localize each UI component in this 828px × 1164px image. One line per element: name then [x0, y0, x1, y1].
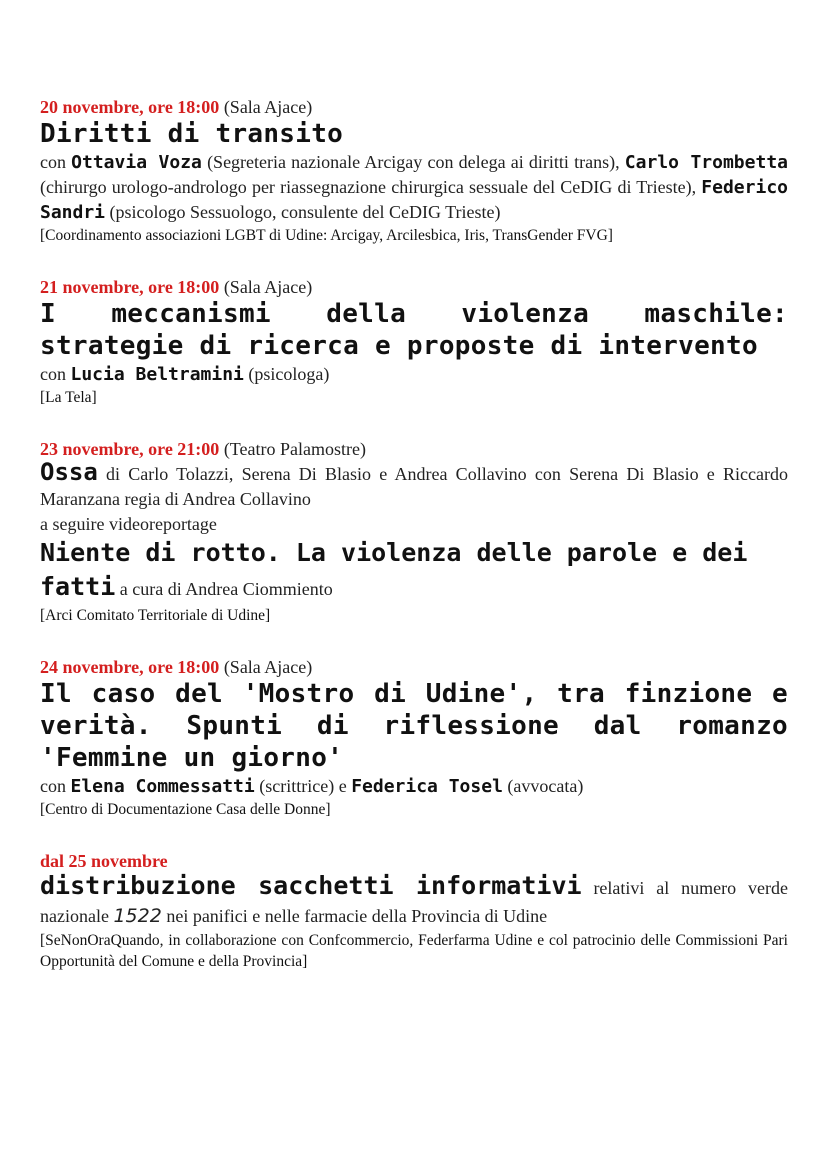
- text: (avvocata): [502, 776, 584, 796]
- text: nei panifici e nelle farmacie della Provincia di Udine: [161, 906, 548, 926]
- event-header: [40, 276, 788, 298]
- text: (Segreteria nazionale Arcigay con delega ai diritti trans),: [201, 152, 625, 172]
- event-date: 24 novembre, ore 18:00: [40, 657, 220, 677]
- speaker-name: Federico Sandri: [40, 177, 788, 223]
- event-organizer: [Arci Comitato Territoriale di Udine]: [40, 607, 271, 624]
- text: con: [40, 152, 72, 172]
- event-video: [40, 537, 788, 605]
- event-venue: (Sala Ajace): [223, 657, 313, 677]
- speaker-name: Lucia Beltramini: [70, 364, 244, 385]
- event-description: [40, 774, 788, 799]
- event-organizer: [La Tela]: [40, 389, 97, 406]
- event-organizer: [SeNonOraQuando, in collaborazione con Confcommercio, Federfarma Udine e col patrocinio delle Commissioni Pari Opportunità del Comune e della Provincia]: [40, 932, 788, 970]
- text: di Carlo Tolazzi, Serena Di Blasio e Andrea Collavino con Serena Di Blasio e Riccardo Maranzana regia di Andrea Collavino: [40, 464, 788, 509]
- initiative-title: distribuzione sacchetti informativi: [40, 871, 582, 900]
- event-organizer: [Centro di Documentazione Casa delle Donne]: [40, 801, 331, 818]
- speaker-name: Carlo Trombetta: [624, 152, 788, 173]
- event-description: [40, 150, 788, 225]
- text: con: [40, 776, 71, 796]
- event-organizer: [Coordinamento associazioni LGBT di Udine: Arcigay, Arcilesbica, Iris, TransGender FVG]: [40, 227, 613, 244]
- text: relativi al numero verde nazionale: [40, 878, 788, 926]
- show-title: Ossa: [40, 458, 98, 486]
- event-description: [40, 362, 788, 387]
- text: con: [40, 364, 71, 384]
- event-date: dal 25 novembre: [40, 851, 168, 871]
- video-title: Niente di rotto. La violenza delle parole e dei fatti: [40, 538, 748, 601]
- speaker-name: Ottavia Voza: [71, 152, 202, 173]
- event-title: I meccanismi della violenza maschile: strategie di ricerca e proposte di intervento: [40, 299, 788, 361]
- event-description: [40, 460, 788, 512]
- event-dal-25-novembre: [40, 850, 788, 972]
- event-21-novembre: [40, 276, 788, 408]
- speaker-name: Federica Tosel: [351, 776, 503, 797]
- event-date: 21 novembre, ore 18:00: [40, 277, 220, 297]
- event-20-novembre: [40, 96, 788, 246]
- text: (scrittrice) e: [254, 776, 352, 796]
- event-header: [40, 850, 788, 872]
- text: a cura di Andrea Ciommiento: [115, 579, 333, 599]
- phone-number: 1522: [113, 905, 162, 927]
- event-venue: (Teatro Palamostre): [223, 439, 366, 459]
- event-header: [40, 656, 788, 678]
- event-description: [40, 872, 788, 930]
- event-header: [40, 438, 788, 460]
- text: (chirurgo urologo-andrologo per riassegnazione chirurgica sessuale del CeDIG di Trieste),: [40, 177, 702, 197]
- event-venue: (Sala Ajace): [223, 277, 313, 297]
- event-title: Il caso del 'Mostro di Udine', tra finzione e verità. Spunti di riflessione dal romanzo 'Femmine un giorno': [40, 679, 788, 773]
- event-header: [40, 96, 788, 118]
- event-followup: a seguire videoreportage: [40, 514, 217, 534]
- event-date: 20 novembre, ore 18:00: [40, 97, 220, 117]
- event-title: Diritti di transito: [40, 119, 344, 149]
- event-venue: (Sala Ajace): [223, 97, 313, 117]
- program-page: [40, 96, 788, 1002]
- event-date: 23 novembre, ore 21:00: [40, 439, 220, 459]
- event-24-novembre: [40, 656, 788, 820]
- event-23-novembre: [40, 438, 788, 626]
- text: (psicologa): [243, 364, 330, 384]
- text: (psicologo Sessuologo, consulente del CeDIG Trieste): [105, 202, 501, 222]
- speaker-name: Elena Commessatti: [70, 776, 255, 797]
